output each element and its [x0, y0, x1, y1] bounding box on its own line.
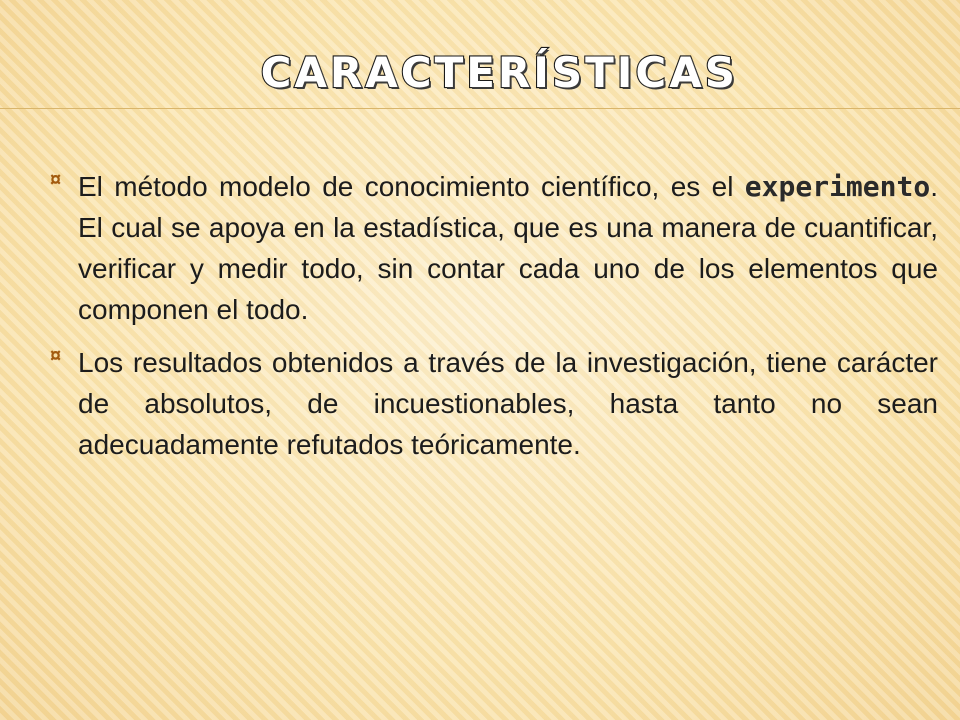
- title-divider: [0, 108, 960, 109]
- bullet-item-1: [50, 166, 938, 330]
- bullet-text-1: [78, 166, 938, 330]
- bullet-marker-icon: ¤: [50, 169, 62, 191]
- bullet-marker-icon: ¤: [50, 345, 62, 367]
- bullet-text-1-after: . El cual se apoya en la estadística, que es una manera de cuantificar, verificar y medir todo, sin contar cada uno de los elementos que componen el todo.: [78, 171, 938, 325]
- bullet-text-1-emphasis: experimento: [744, 170, 931, 203]
- bullet-text-1-before: El método modelo de conocimiento científico, es el: [78, 171, 745, 202]
- bullet-list: [50, 166, 938, 477]
- bullet-item-2: [50, 342, 938, 465]
- bullet-text-2: Los resultados obtenidos a través de la investigación, tiene carácter de absolutos, de incuestionables, hasta tanto no sean adecuadamente refutados teóricamente.: [78, 347, 938, 460]
- slide-title: CARACTERÍSTICAS: [260, 48, 738, 97]
